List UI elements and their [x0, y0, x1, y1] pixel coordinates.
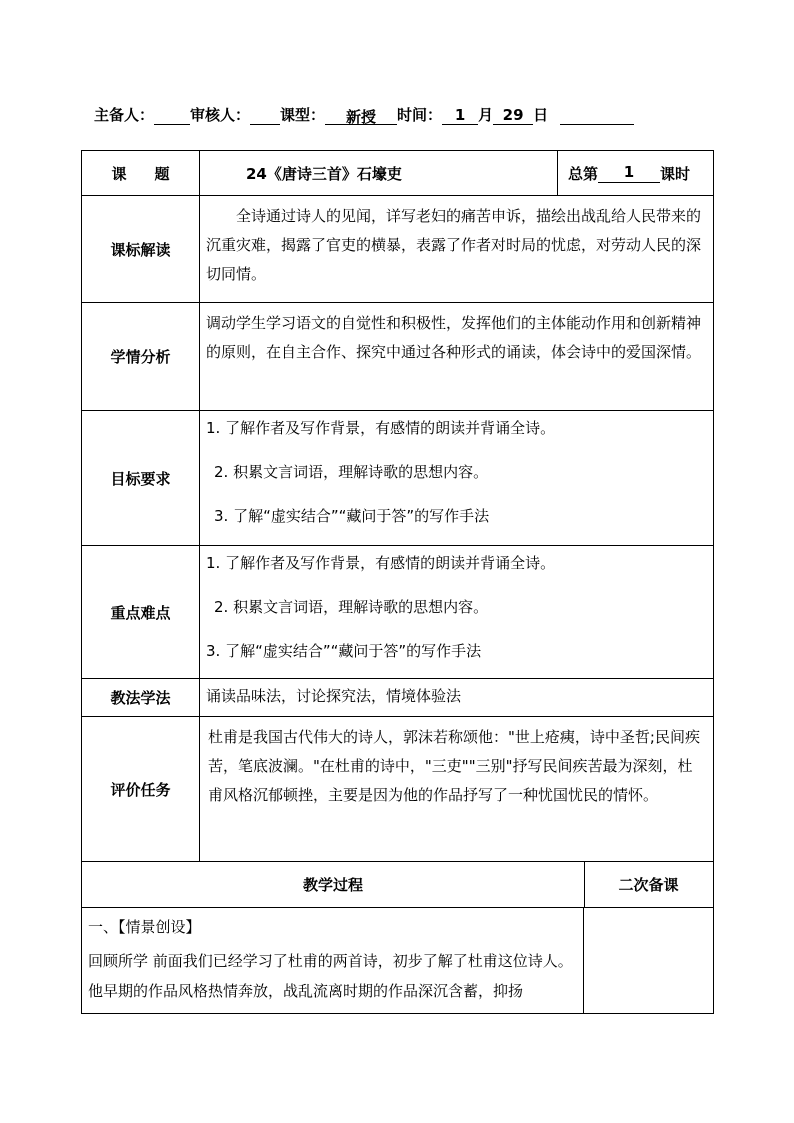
- methods-row: [81, 678, 714, 716]
- key-points-row: [81, 545, 714, 678]
- goals-row: [81, 410, 714, 545]
- step-title: 一、【情景创设】: [88, 918, 201, 936]
- lesson-number[interactable]: 1: [598, 163, 660, 183]
- key-point-item: 1. 了解作者及写作背景，有感情的朗读并背诵全诗。: [206, 554, 556, 572]
- lesson-type-label: 课型：: [280, 106, 326, 124]
- goal-item: 3. 了解“虚实结合”“藏问于答”的写作手法: [214, 507, 490, 525]
- month-label: 月: [478, 106, 494, 124]
- goal-item: 2. 积累文言词语，理解诗歌的思想内容。: [214, 463, 489, 481]
- second-prep-heading: 二次备课: [618, 876, 679, 894]
- reviewer-blank[interactable]: [250, 106, 280, 125]
- curriculum-text: 全诗通过诗人的见闻，详写老妇的痛苦申诉，描绘出战乱给人民带来的沉重灾难，揭露了官吏的横暴，表露了作者对时局的忧虑，对劳动人民的深切同情。: [206, 207, 702, 283]
- curriculum-row: [81, 195, 714, 302]
- document-header: [94, 104, 714, 128]
- key-point-item: 3. 了解“虚实结合”“藏问于答”的写作手法: [206, 642, 482, 660]
- goal-item: 1. 了解作者及写作背景，有感情的朗读并背诵全诗。: [206, 419, 556, 437]
- evaluation-row: [81, 716, 714, 861]
- course-title: 24《唐诗三首》石壕吏: [200, 151, 558, 195]
- analysis-row: [81, 302, 714, 410]
- methods-label: 教法学法: [82, 679, 200, 716]
- evaluation-text: 杜甫是我国古代伟大的诗人，郭沫若称颂他："世上疮痍，诗中圣哲;民间疾苦，笔底波澜。"在杜甫的诗中，"三吏""三别"抒写民间疾苦最为深刻，杜甫风格沉郁顿挫，主要是因为他的作品抒写了一种忧国忧民的情怀。: [208, 728, 700, 804]
- goals-label: 目标要求: [82, 411, 200, 545]
- lesson-count-prefix: 总第: [568, 164, 599, 183]
- lesson-type-value[interactable]: 新授: [325, 106, 397, 125]
- goals-content: [200, 411, 713, 545]
- trailing-blank[interactable]: [560, 106, 634, 125]
- analysis-text: 调动学生学习语文的自觉性和积极性，发挥他们的主体能动作用和创新精神的原则，在自主合作、探究中通过各种形式的诵读，体会诗中的爱国深情。: [206, 314, 702, 361]
- teaching-process-heading: 教学过程: [82, 862, 585, 907]
- step-text: 回顾所学 前面我们已经学习了杜甫的两首诗，初步了解了杜甫这位诗人。他早期的作品风格热情奔放，战乱流离时期的作品深沉含蓄，抑扬: [88, 952, 573, 1000]
- lead-preparer-blank[interactable]: [154, 106, 190, 125]
- key-points-label: 重点难点: [82, 546, 200, 678]
- topic-label: 课题: [82, 151, 200, 195]
- key-point-item: 2. 积累文言词语，理解诗歌的思想内容。: [214, 598, 489, 616]
- evaluation-label: 评价任务: [82, 717, 200, 861]
- month-value[interactable]: 1: [442, 106, 478, 125]
- day-label: 日: [533, 106, 549, 124]
- process-body-row: [81, 907, 714, 1014]
- time-label: 时间：: [397, 106, 443, 124]
- reviewer-label: 审核人：: [190, 106, 251, 124]
- lesson-count-suffix: 课时: [660, 164, 691, 183]
- analysis-label: 学情分析: [82, 303, 200, 410]
- teaching-process-body: [82, 908, 584, 1013]
- process-header-row: [81, 861, 714, 907]
- lead-preparer-label: 主备人：: [94, 106, 155, 124]
- curriculum-label: 课标解读: [82, 196, 200, 302]
- lesson-count: [558, 151, 713, 195]
- title-row: [81, 150, 714, 195]
- key-points-content: [200, 546, 713, 678]
- day-value[interactable]: 29: [493, 106, 533, 125]
- methods-text: 诵读品味法，讨论探究法，情境体验法: [206, 687, 462, 705]
